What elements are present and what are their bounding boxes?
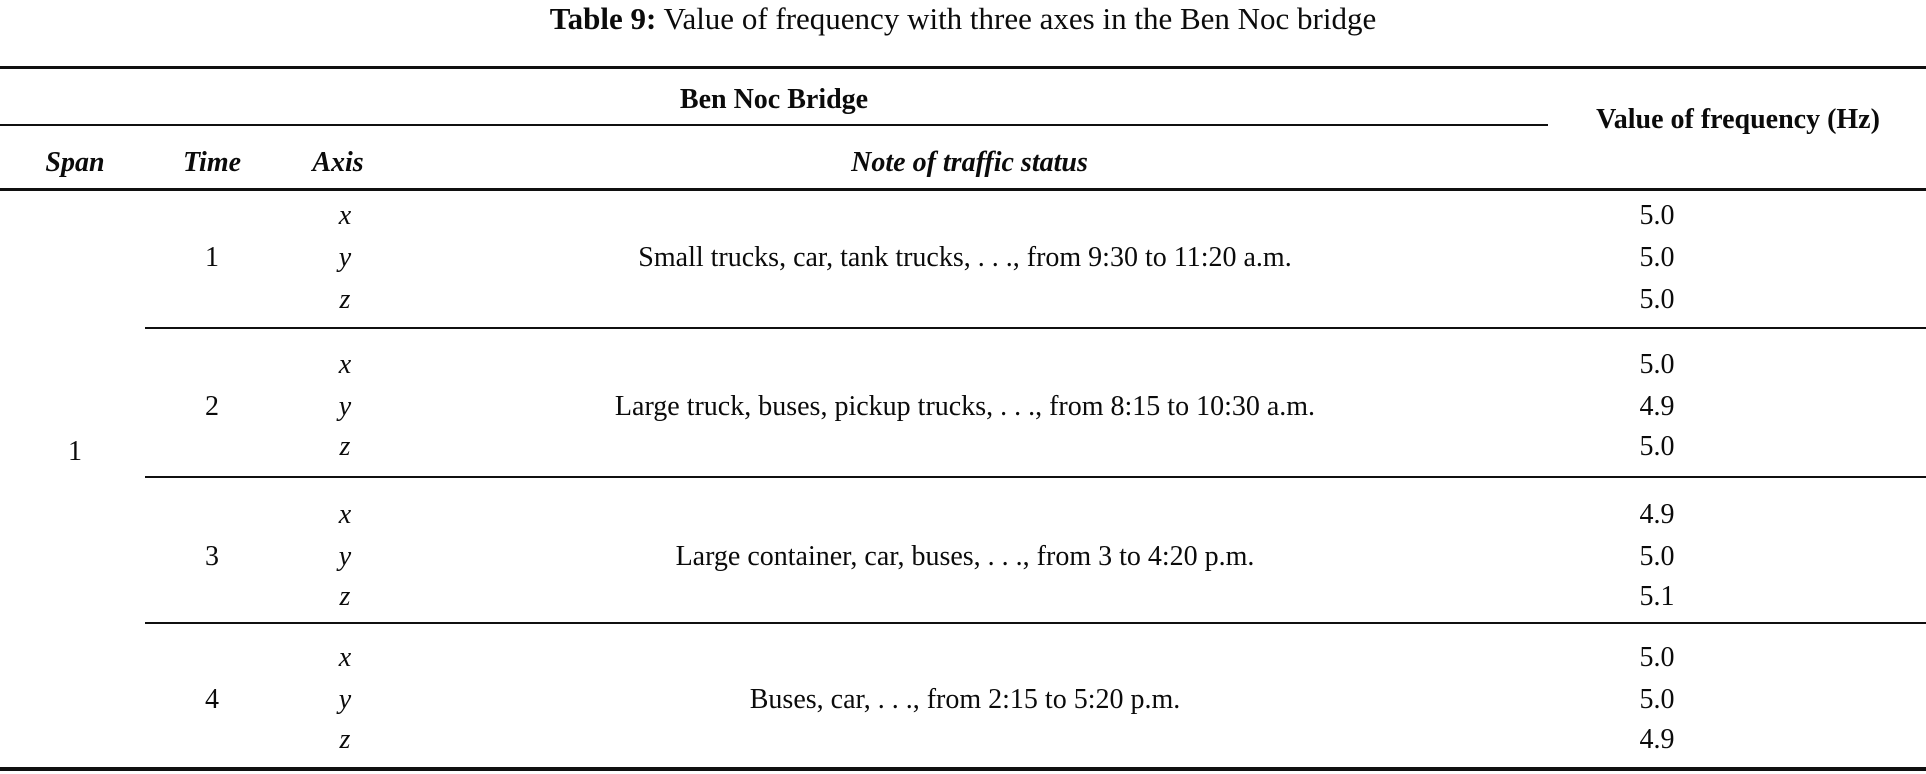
span-cell: 1 bbox=[68, 436, 82, 467]
axis-cell-2-x: x bbox=[338, 349, 352, 380]
time-cell-3: 3 bbox=[205, 541, 219, 572]
value-cell-4-z: 4.9 bbox=[1639, 724, 1675, 755]
value-cell-3-y: 5.0 bbox=[1639, 541, 1675, 572]
axis-cell-1-z: z bbox=[339, 284, 351, 315]
table-rule-under-subheader bbox=[0, 188, 1926, 191]
value-cell-2-y: 4.9 bbox=[1639, 391, 1675, 422]
value-cell-2-z: 5.0 bbox=[1639, 431, 1675, 462]
axis-cell-1-x: x bbox=[338, 200, 352, 231]
axis-cell-3-x: x bbox=[338, 499, 352, 530]
bridge-header: Ben Noc Bridge bbox=[679, 84, 869, 115]
table-rule-group-1 bbox=[145, 327, 1926, 329]
axis-cell-2-z: z bbox=[339, 431, 351, 462]
axis-cell-4-y: y bbox=[338, 684, 352, 715]
axis-cell-4-z: z bbox=[339, 724, 351, 755]
table-caption-label: Table 9: bbox=[549, 1, 657, 36]
table-caption bbox=[0, 0, 1926, 38]
note-cell-4: Buses, car, . . ., from 2:15 to 5:20 p.m. bbox=[749, 684, 1181, 715]
time-cell-1: 1 bbox=[205, 242, 219, 273]
axis-cell-1-y: y bbox=[338, 242, 352, 273]
table-rule-group-3 bbox=[145, 622, 1926, 624]
value-cell-3-z: 5.1 bbox=[1639, 581, 1675, 612]
table-rule-group-2 bbox=[145, 476, 1926, 478]
value-cell-2-x: 5.0 bbox=[1639, 349, 1675, 380]
table-rule-bottom bbox=[0, 767, 1926, 771]
axis-cell-3-y: y bbox=[338, 541, 352, 572]
column-header-time: Time bbox=[182, 147, 242, 178]
value-cell-1-y: 5.0 bbox=[1639, 242, 1675, 273]
note-cell-3: Large container, car, buses, . . ., from 3 to 4:20 p.m. bbox=[675, 541, 1255, 572]
value-cell-4-y: 5.0 bbox=[1639, 684, 1675, 715]
table-rule-top bbox=[0, 66, 1926, 69]
value-cell-1-x: 5.0 bbox=[1639, 200, 1675, 231]
axis-cell-3-z: z bbox=[339, 581, 351, 612]
axis-cell-4-x: x bbox=[338, 642, 352, 673]
note-cell-1: Small trucks, car, tank trucks, . . ., from 9:30 to 11:20 a.m. bbox=[638, 242, 1292, 273]
value-cell-3-x: 4.9 bbox=[1639, 499, 1675, 530]
value-frequency-header: Value of frequency (Hz) bbox=[1596, 104, 1880, 135]
column-header-span: Span bbox=[45, 147, 105, 178]
column-header-axis: Axis bbox=[312, 147, 364, 178]
note-cell-2: Large truck, buses, pickup trucks, . . ., from 8:15 to 10:30 a.m. bbox=[614, 391, 1316, 422]
value-cell-4-x: 5.0 bbox=[1639, 642, 1675, 673]
time-cell-2: 2 bbox=[205, 391, 219, 422]
column-header-note: Note of traffic status bbox=[851, 147, 1088, 178]
axis-cell-2-y: y bbox=[338, 391, 352, 422]
table-caption-text: Value of frequency with three axes in the Ben Noc bridge bbox=[656, 1, 1377, 36]
time-cell-4: 4 bbox=[205, 684, 219, 715]
table-rule-under-bridge-header bbox=[0, 124, 1548, 126]
value-cell-1-z: 5.0 bbox=[1639, 284, 1675, 315]
